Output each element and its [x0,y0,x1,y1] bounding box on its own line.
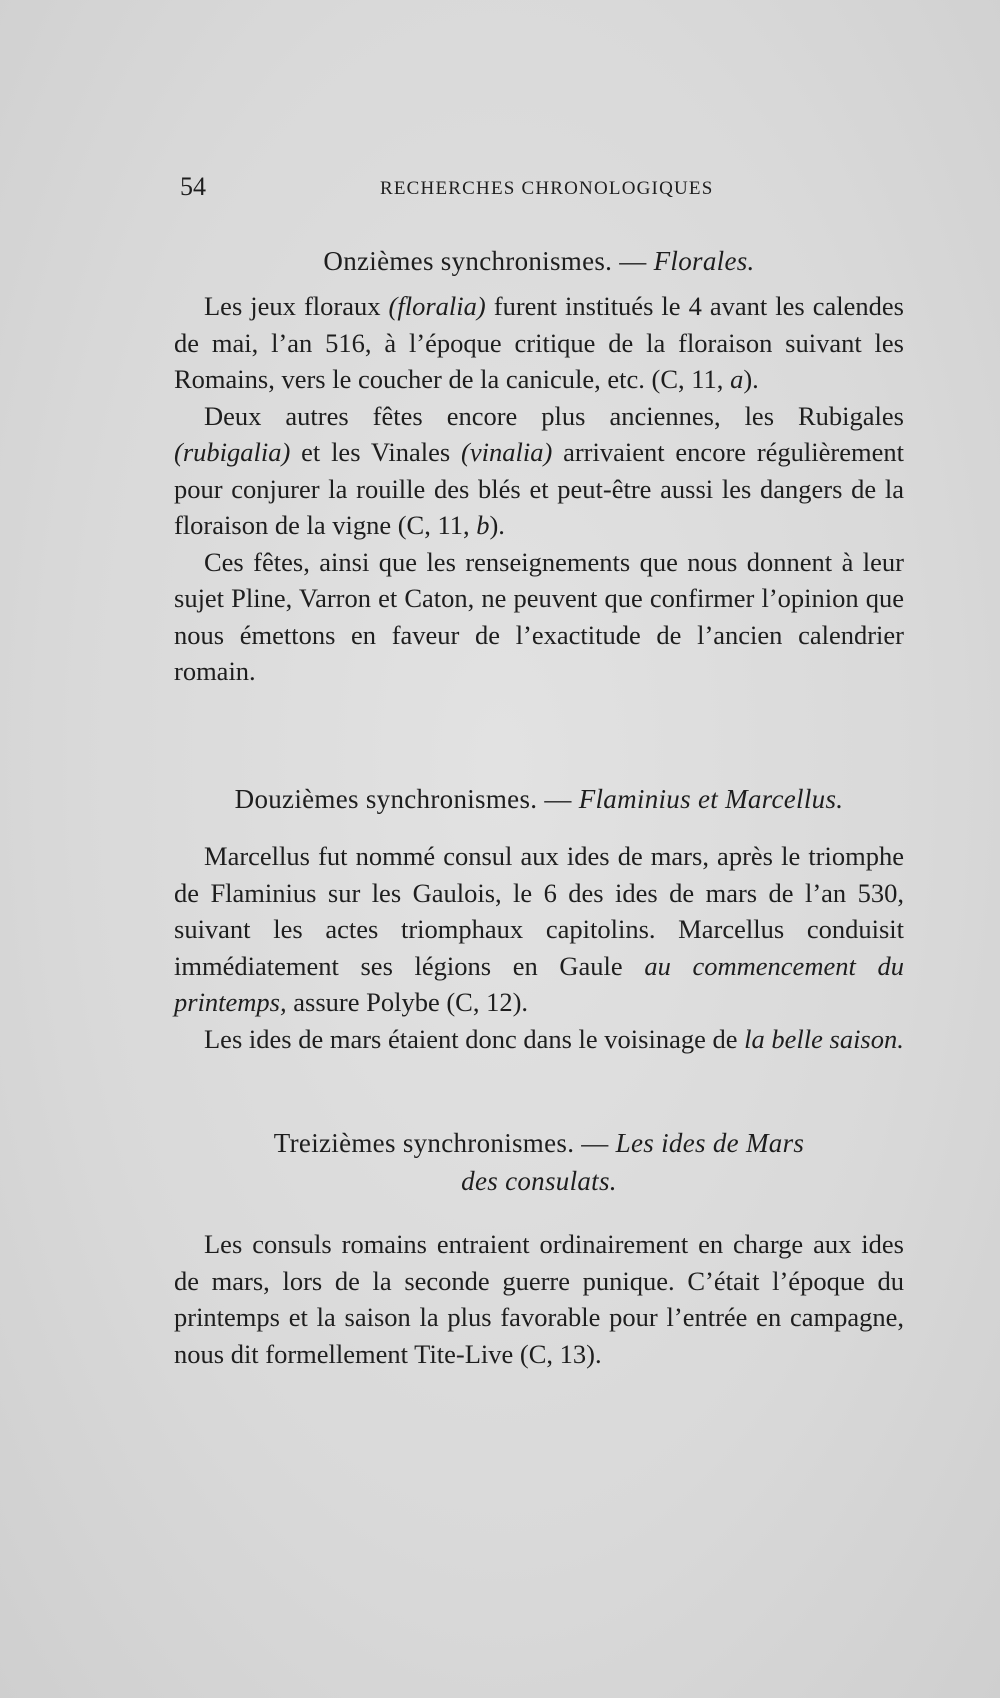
paragraph [174,398,904,544]
text-run: Les jeux floraux [204,291,389,321]
paragraph [174,838,904,1021]
text-run: furent institués le 4 avant les calendes de mai, l’an 516, à l’époque critique de la floraison suivant les Romains, vers le coucher de la canicule, etc. (C, 11, [174,291,904,394]
text-run: assure Polybe (C, 12). [286,987,529,1017]
paragraph: Ces fêtes, ainsi que les renseignements que nous donnent à leur sujet Pline, Varron et Caton, ne peuvent que confirmer l’opinion que nous émettons en faveur de l’exactitude de l’ancien calendrier romain. [174,546,904,686]
heading-italic: Les ides de Mars [615,1128,805,1158]
running-title: RECHERCHES CHRONOLOGIQUES [380,178,714,199]
heading-text: Onzièmes synchronismes. — [323,246,654,276]
section-treiziemes-body [174,1226,904,1372]
heading-italic: Florales. [653,246,755,276]
text-run: Les ides de mars étaient donc dans le voisinage de [204,1023,745,1054]
heading-text: Douzièmes synchronismes. — [234,784,579,814]
section-treiziemes [174,1124,904,1200]
text-run: Marcellus fut nommé consul aux ides de mars, après le triomphe de Flaminius sur les Gaulois, le 6 des ides de mars de l’an 530, suivant les actes triomphaux capitolins. Marcellus conduisit immédiatement ses légions en Gaule [174,841,904,981]
paragraph: Les consuls romains entraient ordinairement en charge aux ides de mars, lors de la seconde guerre punique. C’était l’époque du printemps et la saison la plus favorable pour l’entrée en campagne, nous dit formellement Tite-Live (C, 13). [174,1229,904,1369]
text-run: ). [489,510,505,540]
heading-italic: Flaminius et Marcellus. [578,784,844,814]
italic-run: b [476,510,490,540]
section-heading [174,1124,904,1200]
text-run: et les Vinales [290,437,462,467]
paragraph [174,288,904,398]
italic-run: (vinalia) [461,437,553,467]
section-heading [174,780,904,818]
italic-run: la belle saison. [744,1023,904,1054]
text-run: arrivaient encore régulièrement pour conjurer la rouille des blés et peut-être aussi les dangers de la floraison de la vigne (C, 11, [174,437,904,540]
running-head [180,172,900,208]
heading-text: Treizièmes synchronismes. — [273,1128,616,1158]
paragraph [174,1021,904,1058]
page-number: 54 [180,172,206,201]
section-onziemes [174,242,904,280]
italic-run: au commencement du printemps, [174,950,904,1017]
italic-run: (floralia) [388,291,486,321]
text-run: ). [743,364,759,394]
section-heading [174,242,904,280]
section-douziemes-body [174,838,904,1057]
italic-run: a [730,364,744,394]
section-douziemes [174,780,904,818]
heading-italic-line2: des consulats. [461,1166,617,1196]
text-run: Deux autres fêtes encore plus anciennes, les Rubigales [204,400,904,431]
italic-run: (rubigalia) [174,437,291,467]
section-onziemes-body [174,288,904,690]
